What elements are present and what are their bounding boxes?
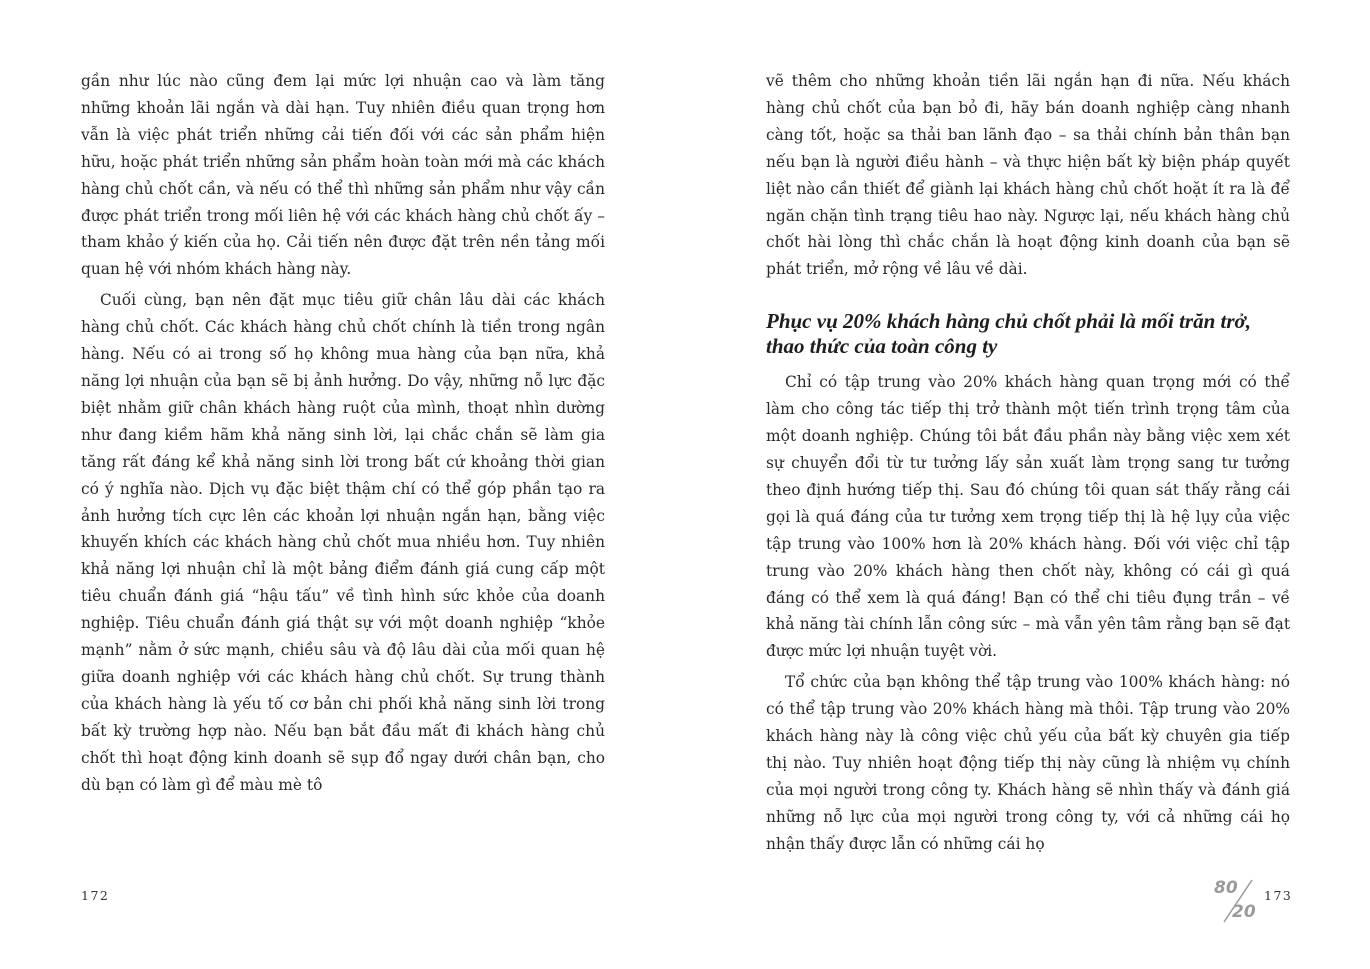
left-page <box>81 68 605 802</box>
section-heading: Phục vụ 20% khách hàng chủ chốt phải là mối trăn trở, thao thức của toàn công ty <box>766 309 1252 359</box>
right-paragraph-2: Chỉ có tập trung vào 20% khách hàng quan trọng mới có thể làm cho công tác tiếp thị trở thành một tiến trình trọng tâm của một doanh nghiệp. Chúng tôi bắt đầu phần này bằng việc xem xét sự chuyển đổi từ tư tưởng lấy sản xuất làm trọng sang tư tưởng theo định hướng tiếp thị. Sau đó chúng tôi quan sát thấy rằng cái gọi là quá đáng của tư tưởng xem trọng tiếp thị là hệ lụy của việc tập trung vào 100% hơn là 20% khách hàng. Đối với việc chỉ tập trung vào 20% khách hàng then chốt này, không có cái gì quá đáng có thể xem là quá đáng! Bạn có thể chi tiêu đụng trần – về khả năng tài chính lẫn công sức – mà vẫn yên tâm rằng bạn sẽ đạt được mức lợi nhuận tuyệt vời. <box>766 373 1290 661</box>
right-page <box>766 68 1290 862</box>
right-paragraph-3: Tổ chức của bạn không thể tập trung vào 100% khách hàng: nó có thể tập trung vào 20% khách hàng mà thôi. Tập trung vào 20% khách hàng này là công việc chủ yếu của bất kỳ chuyên gia tiếp thị nào. Tuy nhiên hoạt động tiếp thị này cũng là nhiệm vụ chính của mọi người trong công ty. Khách hàng sẽ nhìn thấy và đánh giá những nỗ lực của mọi người trong công ty, với cả những cái họ nhận thấy được lẫn có những cái họ <box>766 673 1290 853</box>
page-number-left: 172 <box>81 888 110 903</box>
page-number-right: 173 <box>1264 888 1293 903</box>
right-paragraph-1: vẽ thêm cho những khoản tiền lãi ngắn hạn đi nữa. Nếu khách hàng chủ chốt của bạn bỏ đi, hãy bán doanh nghiệp càng nhanh càng tốt, hoặc sa thải ban lãnh đạo – sa thải chính bản thân bạn nếu bạn là người điều hành – và thực hiện bất kỳ biện pháp quyết liệt nào cần thiết để giành lại khách hàng chủ chốt hoặt ít ra là để ngăn chặn tình trạng tiêu hao này. Ngược lại, nếu khách hàng chủ chốt hài lòng thì chắc chắn là hoạt động kinh doanh của bạn sẽ phát triển, mở rộng về lâu về dài. <box>766 72 1290 279</box>
left-paragraph-1: gần như lúc nào cũng đem lại mức lợi nhuận cao và làm tăng những khoản lãi ngắn và dài hạn. Tuy nhiên điều quan trọng hơn vẫn là việc phát triển những cải tiến đối với các sản phẩm hiện hữu, hoặc phát triển những sản phẩm hoàn toàn mới mà các khách hàng chủ chốt cần, và nếu có thể thì những sản phẩm như vậy cần được phát triển trong mối liên hệ với các khách hàng chủ chốt ấy – tham khảo ý kiến của họ. Cải tiến nên được đặt trên nền tảng mối quan hệ với nhóm khách hàng này. <box>81 72 605 279</box>
logo-top-number: 80 <box>1214 878 1238 898</box>
left-paragraph-2: Cuối cùng, bạn nên đặt mục tiêu giữ chân lâu dài các khách hàng chủ chốt. Các khách hàng chủ chốt chính là tiền trong ngân hàng. Nếu có ai trong số họ không mua hàng của bạn nữa, khả năng lợi nhuận của bạn sẽ bị ảnh hưởng. Do vậy, những nỗ lực đặc biệt nhằm giữ chân khách hàng ruột của mình, thoạt nhìn dường như đang kiềm hãm khả năng sinh lời, lại chắc chắn sẽ làm gia tăng rất đáng kể khả năng sinh lời trong bất cứ khoảng thời gian có ý nghĩa nào. Dịch vụ đặc biệt thậm chí có thể góp phần tạo ra ảnh hưởng tích cực lên các khoản lợi nhuận ngắn hạn, bằng việc khuyến khích các khách hàng chủ chốt mua nhiều hơn. Tuy nhiên khả năng lợi nhuận chỉ là một bảng điểm đánh giá cung cấp một tiêu chuẩn đánh giá “hậu tấu” về tình hình sức khỏe của doanh nghiệp. Tiêu chuẩn đánh giá thật sự với một doanh nghiệp “khỏe mạnh” nằm ở sức mạnh, chiều sâu và độ lâu dài của mối quan hệ giữa doanh nghiệp với các khách hàng chủ chốt. Sự trung thành của khách hàng là yếu tố cơ bản chi phối khả năng sinh lời trong bất kỳ trường hợp nào. Nếu bạn bắt đầu mất đi khách hàng chủ chốt thì hoạt động kinh doanh sẽ sụp đổ ngay dưới chân bạn, cho dù bạn có làm gì để màu mè tô <box>81 291 605 794</box>
80-20-logo-icon <box>1210 876 1264 926</box>
logo-bottom-number: 20 <box>1232 902 1256 922</box>
